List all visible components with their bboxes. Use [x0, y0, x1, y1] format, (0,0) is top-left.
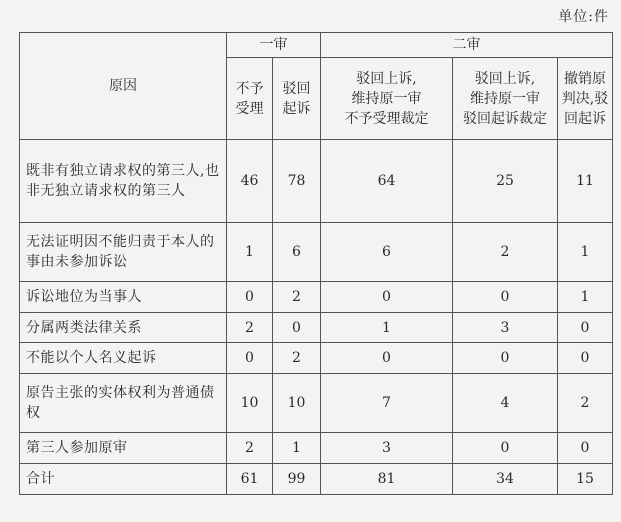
cell-value: 15	[558, 464, 613, 495]
cell-value: 0	[273, 313, 321, 343]
cell-value: 1	[227, 223, 273, 282]
header-second-instance: 二审	[321, 33, 613, 58]
cell-value: 2	[227, 313, 273, 343]
header-col-4: 驳回上诉, 维持原一审 驳回起诉裁定	[453, 58, 558, 140]
cell-value: 0	[558, 433, 613, 464]
cell-value: 1	[321, 313, 453, 343]
row-reason: 诉讼地位为当事人	[20, 282, 227, 313]
cell-value: 6	[273, 223, 321, 282]
header-col-2: 驳回 起诉	[273, 58, 321, 140]
cell-value: 34	[453, 464, 558, 495]
header-col-5: 撤销原 判决,驳 回起诉	[558, 58, 613, 140]
cell-value: 25	[453, 140, 558, 223]
cell-value: 7	[321, 374, 453, 433]
cell-value: 61	[227, 464, 273, 495]
cell-value: 0	[558, 313, 613, 343]
row-reason: 无法证明因不能归责于本人的事由未参加诉讼	[20, 223, 227, 282]
cell-value: 2	[558, 374, 613, 433]
cell-value: 0	[558, 343, 613, 374]
cell-value: 0	[227, 343, 273, 374]
header-reason: 原因	[20, 33, 227, 140]
table-row	[20, 433, 613, 464]
row-reason: 既非有独立请求权的第三人,也非无独立请求权的第三人	[20, 140, 227, 223]
cell-value: 3	[321, 433, 453, 464]
cell-value: 11	[558, 140, 613, 223]
header-first-instance: 一审	[227, 33, 321, 58]
cell-value: 0	[453, 343, 558, 374]
row-reason: 分属两类法律关系	[20, 313, 227, 343]
cell-value: 0	[321, 282, 453, 313]
header-col-3: 驳回上诉, 维持原一审 不予受理裁定	[321, 58, 453, 140]
cell-value: 0	[227, 282, 273, 313]
statistics-table	[19, 32, 613, 495]
cell-value: 0	[453, 282, 558, 313]
cell-value: 1	[558, 223, 613, 282]
table-row	[20, 374, 613, 433]
cell-value: 81	[321, 464, 453, 495]
header-col-1: 不予 受理	[227, 58, 273, 140]
table-row	[20, 140, 613, 223]
cell-value: 10	[273, 374, 321, 433]
cell-value: 10	[227, 374, 273, 433]
cell-value: 2	[273, 282, 321, 313]
table-row	[20, 313, 613, 343]
cell-value: 2	[273, 343, 321, 374]
table-row-total	[20, 464, 613, 495]
cell-value: 99	[273, 464, 321, 495]
cell-value: 1	[273, 433, 321, 464]
row-reason: 第三人参加原审	[20, 433, 227, 464]
cell-value: 0	[453, 433, 558, 464]
row-reason: 不能以个人名义起诉	[20, 343, 227, 374]
cell-value: 4	[453, 374, 558, 433]
cell-value: 2	[227, 433, 273, 464]
row-reason: 合计	[20, 464, 227, 495]
table-row	[20, 343, 613, 374]
table-row	[20, 223, 613, 282]
cell-value: 2	[453, 223, 558, 282]
cell-value: 0	[321, 343, 453, 374]
cell-value: 3	[453, 313, 558, 343]
cell-value: 46	[227, 140, 273, 223]
cell-value: 6	[321, 223, 453, 282]
table-row	[20, 282, 613, 313]
cell-value: 64	[321, 140, 453, 223]
unit-label: 单位:件	[558, 9, 609, 25]
cell-value: 78	[273, 140, 321, 223]
row-reason: 原告主张的实体权利为普通债权	[20, 374, 227, 433]
cell-value: 1	[558, 282, 613, 313]
